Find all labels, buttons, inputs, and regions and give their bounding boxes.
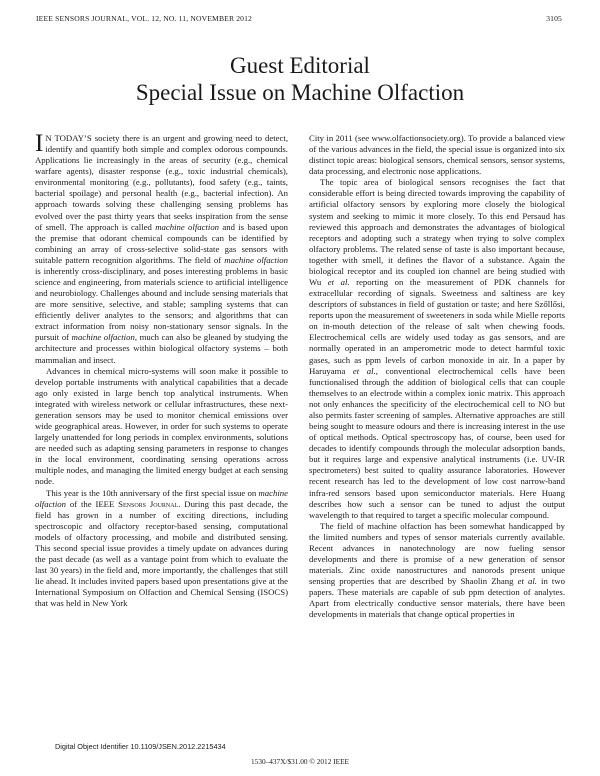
journal-citation: IEEE SENSORS JOURNAL, VOL. 12, NO. 11, NOVEMBER 2012	[36, 14, 253, 23]
paragraph	[309, 177, 565, 520]
text-run: and is based upon the premise that odorant chemical compounds can be identified by combining an array of cross-selective solid-state gas sensors with suitable pattern recognition algorithms. The field of	[35, 221, 288, 265]
doi-identifier: Digital Object Identifier 10.1109/JSEN.2012.2215434	[55, 742, 226, 751]
title-line-2: Special Issue on Machine Olfaction	[135, 80, 465, 105]
right-column	[309, 133, 565, 620]
text-run: . During this past decade, the field has grown in a number of exciting directions, including spectroscopic and olfactory receptor-based sensing, computational models of olfactory processing, and mobile and distributed sensing. This second special issue provides a timely update on advances during the past decade (as well as a vantage point from which to evaluate the last 30 years) in the field and, more importantly, the challenges that still lie ahead. It includes invited papers based upon presentations give at the International Symposium on Olfaction and Chemical Sensing (ISOCS) that was held in New York	[35, 498, 288, 609]
italic-term: machine olfaction	[155, 221, 220, 232]
paragraph	[35, 130, 289, 366]
italic-term: et al.	[327, 277, 350, 288]
text-run: in two papers. These materials are capable of sub ppm detection of analytes. Apart from electrically conductive sensor materials, there have been developments in materials that change optical properties in	[309, 576, 565, 620]
text-run: The field of machine olfaction has been somewhat handicapped by the limited numbers and types of sensor materials currently available. Recent advances in nanotechnology are now fueling sensor developments and there is promise of a new generation of sensor materials. Zinc oxide nanostructures and nanorods present unique sensing properties that are described by Shaolin Zhang	[309, 520, 565, 587]
italic-term: et al.	[517, 576, 537, 587]
journal-name: IEEE Sensors Journal	[95, 498, 179, 509]
italic-term: machine olfaction	[35, 487, 288, 509]
editorial-title	[0, 52, 600, 106]
italic-term: machine olfaction	[71, 332, 135, 343]
drop-cap: I	[35, 130, 44, 157]
running-header	[36, 14, 562, 28]
text-run: , much can also be gleaned by studying the architecture and processes within biological olfactory systems – both mammalian and insect.	[35, 332, 289, 365]
text-run: is inherently cross-disciplinary, and poses interesting problems in basic science and engineering, from materials science to artificial intelligence and neurobiology. Challenges abound and include sensing materials that are more sensitive, selective, and stable; sampling systems that can efficiently deliver analytes to the sensors; and algorithms that can extract information from noisy non-stationary sensor signals. In the pursuit of	[35, 265, 288, 343]
lead-in-text: N TODAY’S	[45, 133, 92, 143]
paragraph	[35, 488, 288, 610]
left-column	[35, 130, 289, 609]
text-run: This year is the 10th anniversary of the first special issue on	[46, 487, 259, 498]
text-run: reporting on the measurement of PDK channels for extracellular recording of signals. Sweetness and saltiness are key descriptors of substances in field of gustation or taste; and here Szőllősi, reports upon the measurement of sweeteners in soda while Mielle reports on in-mouth detection of the release of salt when chewing foods. Electrochemical cells are widely used today as gas sensors, and are normally operated in an amperometric mode to detect harmful toxic gases, such as ppm levels of carbon monoxide in air. In a paper by Haruyama	[309, 277, 566, 376]
paragraph	[309, 521, 565, 621]
italic-term: machine olfaction	[224, 254, 288, 265]
title-line-1: Guest Editorial	[230, 53, 370, 78]
text-run: , conventional electrochemical cells have been functionalised through the addition of biological cells that can couple themselves to an electrode within a complex ionic matrix. This approach not only enhances the specificity of the electrochemical cell to NO but also permits faster screening of samples. Alternative approaches are still being sought to measure odours and there is increasing interest in the use of optical methods. Optical spectroscopy has, of course, been used for decades to identify compounds through the molecular adsorption bands, but it requires large and expensive analytical instruments (i.e. UV-IR spectrometers) best suited to quality assurance laboratories. However recent research has led to the development of low cost narrow-band infra-red sensors based upon semiconductor materials. Here Huang describes how such a sensor can be tuned to adjust the output wavelength to that required to target a specific molecular compound.	[309, 365, 566, 520]
italic-term: et al.	[352, 365, 376, 376]
paragraph: City in 2011 (see www.olfactionsociety.org). To provide a balanced view of the various advances in the field, the special issue is organized into six distinct topic areas: biological sensors, chemical sensors, sensor systems, data processing, and electronic nose applications.	[309, 133, 565, 177]
paragraph: Advances in chemical micro-systems will soon make it possible to develop portable instruments with analytical capabilities that a decade ago only existed in large bench top analytical instruments. When integrated with wireless network or cellular infrastructures, these next-generation sensors may be used to monitor chemical emissions over wide geographical areas. However, in order for such systems to operate largely unattended for long periods in complex environments, solutions are needed such as adapting sensing parameters in response to changes in the local environment, coordinating sensing operations across multiple nodes, and managing the limited energy budget at each sensing node.	[35, 365, 288, 487]
text-run: of the	[66, 498, 96, 509]
text-run: society there is an urgent and growing need to detect, identify and quantify both simple and complex odorous compounds. Applications lie increasingly in the areas of security (e.g., chemical warfare agents), disaster response (e.g., toxic industrial chemicals), environmental monitoring (e.g., pollutants), food safety (e.g., taints, bacterial spoilage) and personal health (e.g., bacterial infection). An approach towards solving these challenging sensing problems has evolved over the past thirty years that seeks inspiration from the sense of smell. The approach is called	[35, 133, 288, 232]
page-number: 3105	[546, 14, 562, 23]
copyright-footer: 1530–437X/$31.00 © 2012 IEEE	[251, 757, 349, 766]
text-run: The topic area of biological sensors recognises the fact that considerable effort is being directed towards improving the capability of artificial olfactory sensors by exploring more closely the biological system and seeking to mimic it more closely. To this end Persaud has reviewed this approach and demonstrates the advantages of biological receptors and adopting such a strategy when trying to solve complex olfactory problems. The related sense of taste is also important because, together with smell, it defines the flavor of a substance. Again the biological receptor and its coupled ion channel are being studied with Wu	[309, 177, 565, 288]
